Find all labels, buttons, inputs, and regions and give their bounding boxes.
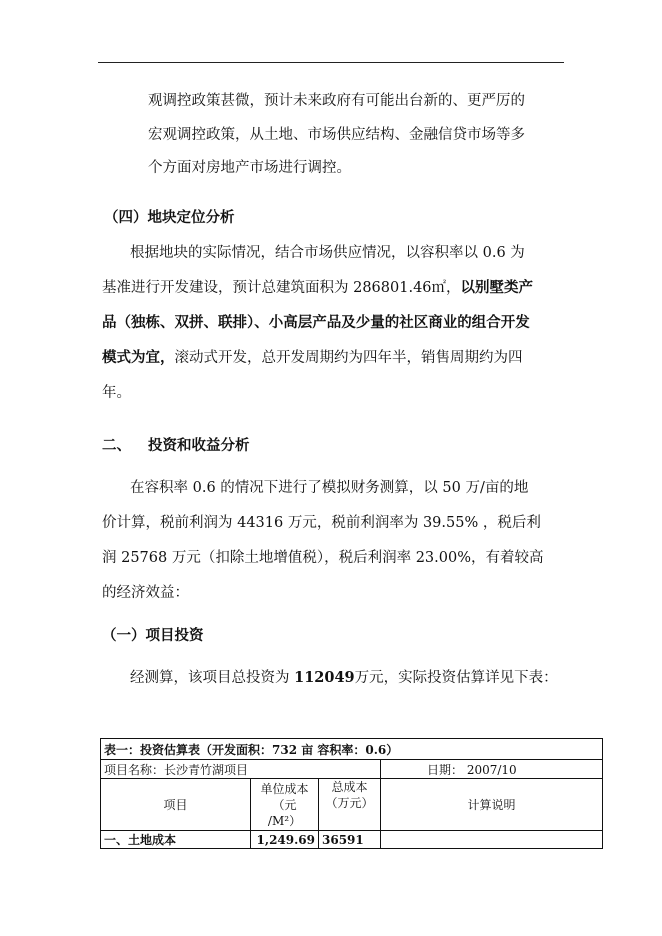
text-span: 基准进行开发建设，预计总建筑面积为 286801.46㎡， <box>102 280 461 296</box>
section-heading-number: 二、 <box>102 437 131 454</box>
cell-unit-cost: 1,249.69 <box>251 831 319 849</box>
header-total-cost <box>319 779 381 831</box>
para-line: 品（独栋、双拼、联排）、小高层产品及少量的社区商业的组合开发 <box>102 314 530 331</box>
table-row <box>101 831 603 849</box>
total-investment-value: 112049 <box>294 669 355 686</box>
para-line: 润 25768 万元（扣除土地增值税），税后利润率 23.00%，有着较高 <box>102 550 544 566</box>
header-unit-cost-line: /M²） <box>267 813 302 828</box>
para-line <box>102 278 533 298</box>
investment-estimate-table <box>100 738 603 849</box>
section-heading-positioning: （四）地块定位分析 <box>104 209 235 226</box>
section-heading-investment: 投资和收益分析 <box>148 437 250 454</box>
para-line: 的经济效益： <box>102 585 189 601</box>
section-heading-project-investment: （一）项目投资 <box>102 627 204 644</box>
bold-text-span: 以别墅类产 <box>460 279 534 296</box>
header-rule <box>98 62 564 63</box>
text-span: 经测算，该项目总投资为 <box>130 670 295 686</box>
text-span: 万元，实际投资估算详见下表： <box>354 670 558 686</box>
para-line: 年。 <box>102 385 131 401</box>
para-line: 个方面对房地产市场进行调控。 <box>148 160 351 176</box>
table-date: 日期： 2007/10 <box>381 760 603 779</box>
text-span: 滚动式开发，总开发周期约为四年半，销售周期约为四 <box>174 350 523 366</box>
header-unit-cost-line: 单位成本 <box>260 781 309 796</box>
cell-total-cost: 36591 <box>319 831 381 849</box>
para-line: 观调控政策甚微，预计未来政府有可能出台新的、更严厉的 <box>148 93 525 109</box>
para-line: 宏观调控政策，从土地、市场供应结构、金融信贷市场等多 <box>148 127 525 143</box>
para-line <box>102 348 523 368</box>
bold-text-span: 模式为宜， <box>102 349 175 366</box>
header-unit-cost <box>251 779 319 831</box>
cell-item: 一、土地成本 <box>101 831 251 849</box>
header-total-cost-line: （万元） <box>325 796 374 810</box>
para-line: 价计算，税前利润为 44316 万元，税前利润率为 39.55% ，税后利 <box>102 515 541 531</box>
cell-note <box>381 831 603 849</box>
header-item: 项目 <box>101 779 251 831</box>
table-title: 表一：投资估算表（开发面积：732 亩 容积率：0.6） <box>101 739 603 760</box>
para-line: 根据地块的实际情况，结合市场供应情况，以容积率以 0.6 为 <box>130 245 525 261</box>
para-line <box>130 668 558 688</box>
para-line: 在容积率 0.6 的情况下进行了模拟财务测算，以 50 万/亩的地 <box>130 480 529 496</box>
header-total-cost-line: 总成本 <box>331 780 368 794</box>
table-project-name: 项目名称：长沙青竹湖项目 <box>101 760 381 779</box>
header-note: 计算说明 <box>381 779 603 831</box>
header-unit-cost-line: （元 <box>272 797 297 812</box>
